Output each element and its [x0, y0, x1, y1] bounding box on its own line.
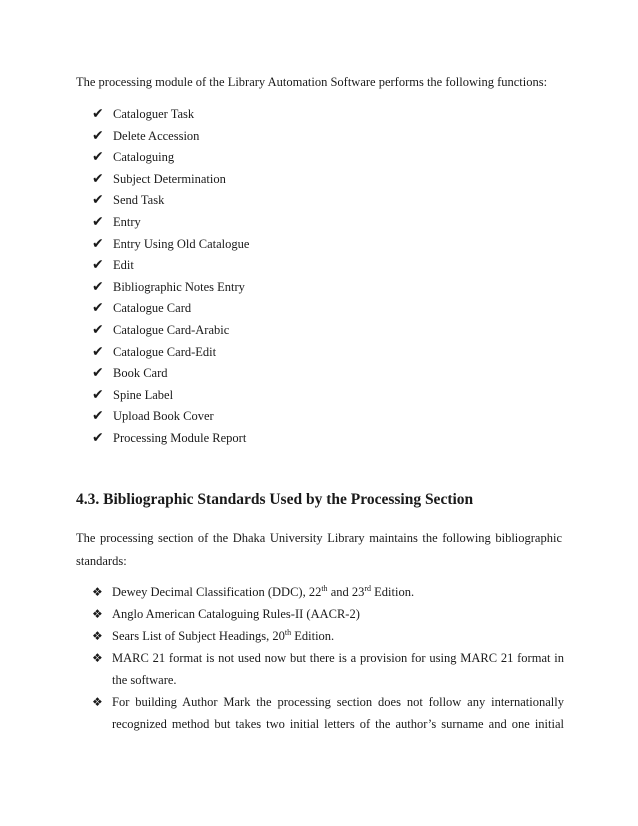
- function-label: Book Card: [113, 366, 168, 381]
- function-label: Send Task: [113, 193, 165, 208]
- function-label: Upload Book Cover: [113, 409, 214, 424]
- intro-paragraph: The processing module of the Library Automation Software performs the following functions:: [76, 75, 548, 89]
- function-label: Bibliographic Notes Entry: [113, 279, 245, 294]
- standard-author-mark-text: For building Author Mark the processing section does not follow any internationally recognized method but takes two initial letters of the author’s surname and one initial: [112, 695, 564, 731]
- checkmark-icon: ✔: [92, 408, 104, 425]
- checkmark-icon: ✔: [92, 300, 104, 317]
- standard-aacr-text: Anglo American Cataloguing Rules-II (AACR-2): [112, 607, 360, 621]
- diamond-bullet-icon: ❖: [92, 607, 103, 621]
- list-item: [92, 581, 564, 603]
- function-label: Cataloguing: [113, 150, 175, 165]
- function-label: Spine Label: [113, 387, 174, 402]
- diamond-bullet-icon: ❖: [92, 695, 103, 709]
- list-item: [92, 647, 564, 691]
- list-item: [92, 234, 249, 256]
- list-item: [92, 603, 564, 625]
- function-label: Catalogue Card-Arabic: [113, 322, 230, 337]
- checkmark-icon: ✔: [92, 235, 104, 252]
- list-item: [92, 342, 249, 364]
- standard-marc-text: MARC 21 format is not used now but there is a provision for using MARC 21 format in the software.: [112, 651, 564, 687]
- checkmark-icon: ✔: [92, 170, 104, 187]
- list-item: [92, 691, 564, 735]
- checkmark-icon: ✔: [92, 257, 104, 274]
- diamond-bullet-icon: ❖: [92, 629, 103, 643]
- checkmark-icon: ✔: [92, 127, 104, 144]
- checkmark-icon: ✔: [92, 192, 104, 209]
- list-item: [92, 406, 249, 428]
- list-item: [92, 625, 564, 647]
- checkmark-icon: ✔: [92, 429, 104, 446]
- checkmark-icon: ✔: [92, 343, 104, 360]
- checkmark-icon: ✔: [92, 386, 104, 403]
- list-item: [92, 212, 249, 234]
- list-item: [92, 126, 249, 148]
- function-label: Catalogue Card: [113, 301, 192, 316]
- list-item: [92, 385, 249, 407]
- function-label: Edit: [113, 258, 134, 273]
- section-heading: 4.3. Bibliographic Standards Used by the Processing Section: [76, 491, 474, 508]
- list-item: [92, 363, 249, 385]
- diamond-bullet-icon: ❖: [92, 651, 103, 665]
- checkmark-icon: ✔: [92, 365, 104, 382]
- function-label: Delete Accession: [113, 128, 200, 143]
- checkmark-icon: ✔: [92, 106, 104, 122]
- function-label: Entry Using Old Catalogue: [113, 236, 250, 251]
- standard-sears-text: Sears List of Subject Headings, 20th Edition.: [112, 628, 335, 643]
- list-item: [92, 190, 249, 212]
- checkmark-icon: ✔: [92, 278, 104, 295]
- diamond-bullet-icon: ❖: [92, 585, 103, 599]
- standard-ddc-text: Dewey Decimal Classification (DDC), 22th and 23rd Edition.: [112, 584, 415, 599]
- list-item: [92, 104, 249, 126]
- function-label: Subject Determination: [113, 171, 226, 186]
- checkmark-icon: ✔: [92, 321, 104, 338]
- checkmark-icon: ✔: [92, 213, 104, 230]
- function-label: Processing Module Report: [113, 430, 247, 445]
- checkmark-icon: ✔: [92, 149, 104, 166]
- function-label: Cataloguer Task: [113, 107, 195, 121]
- list-item: [92, 298, 249, 320]
- function-label: Entry: [113, 214, 141, 229]
- standards-list: [92, 581, 564, 735]
- list-item: [92, 169, 249, 191]
- list-item: [92, 147, 249, 169]
- functions-list: [92, 104, 249, 450]
- list-item: [92, 255, 249, 277]
- section-paragraph: The processing section of the Dhaka University Library maintains the following bibliographic standards:: [76, 531, 562, 568]
- list-item: [92, 428, 249, 450]
- function-label: Catalogue Card-Edit: [113, 344, 217, 359]
- list-item: [92, 277, 249, 299]
- list-item: [92, 320, 249, 342]
